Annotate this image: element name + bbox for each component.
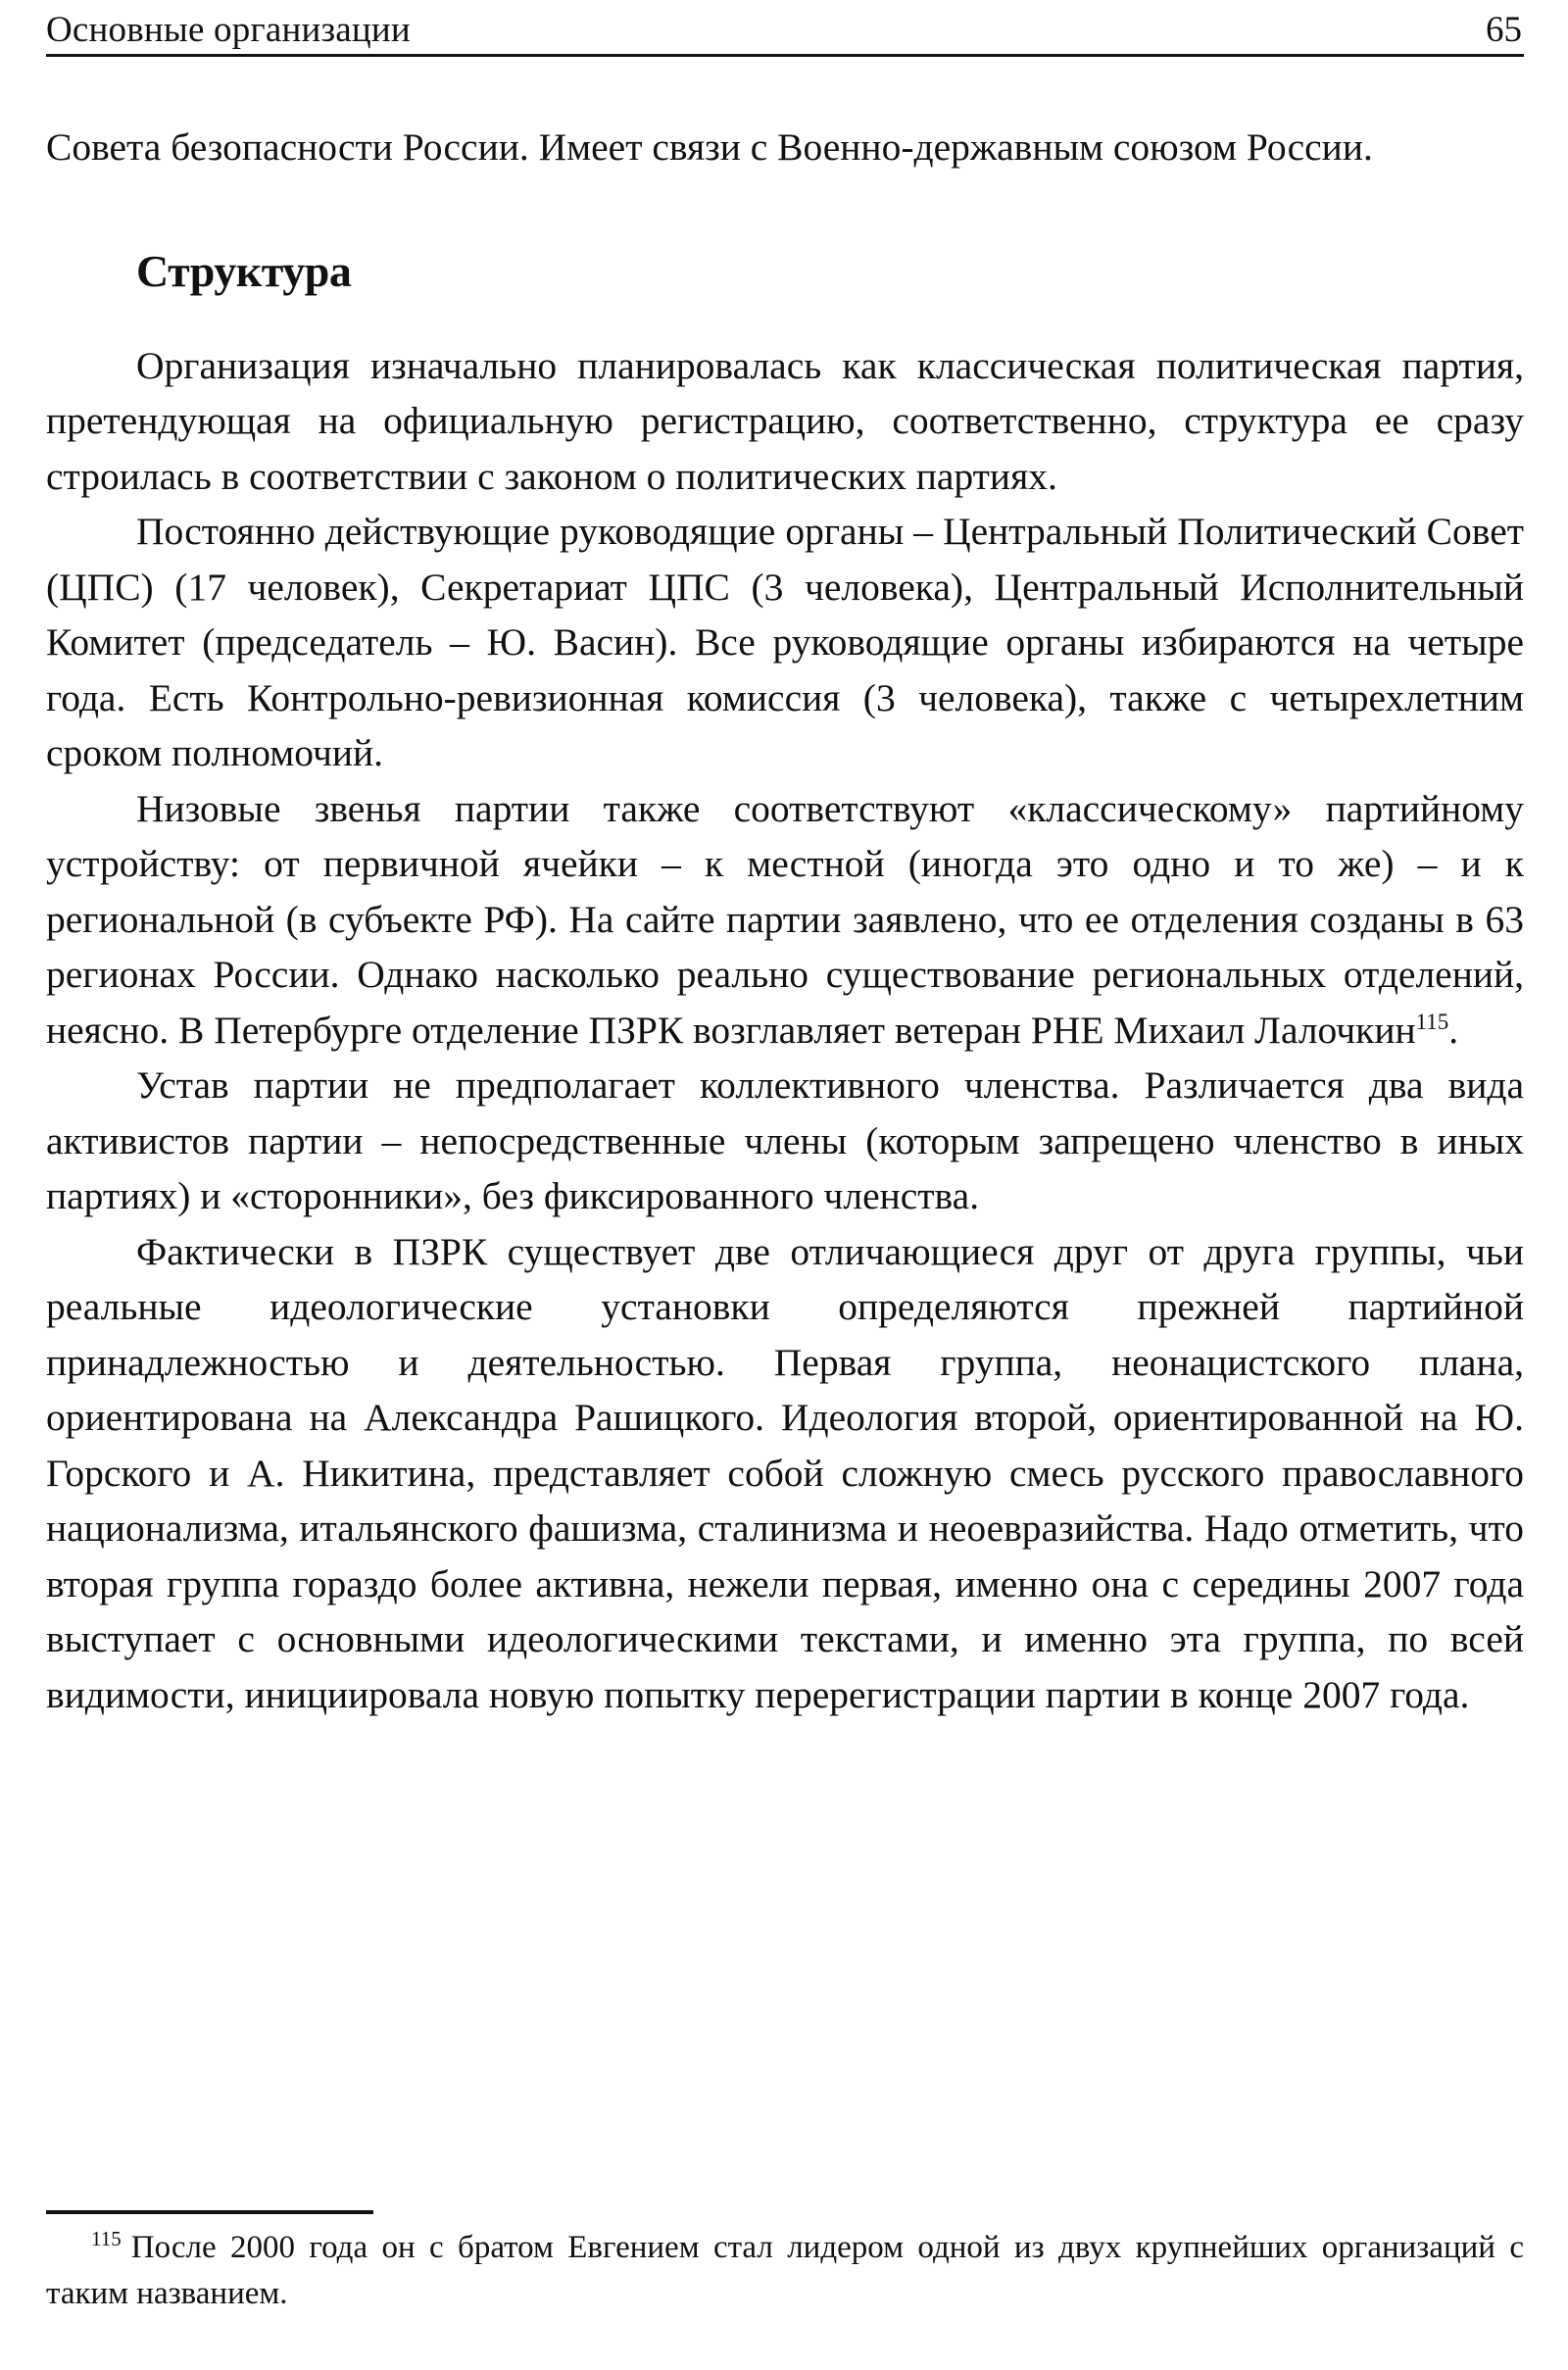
paragraph-planning: Организация изначально планировалась как классическая политическая партия, претендующая на официальную регистрацию, соответственно, структура ее сразу строилась в соответствии с законом о политических партиях. bbox=[46, 343, 1524, 498]
paragraph-local-branches-text: Низовые звенья партии также соответствуют «классическому» партийному устройству: от первичной ячейки – к местной (иногда это одно и то же) – и к региональной (в субъекте РФ). На сайте партии заявлено, что ее отделения созданы в 63 регионах России. Однако насколько реально существование региональных отделений, неясно. В Петербурге отделение ПЗРК возглавляет ветеран РНЕ Михаил Лалочкин bbox=[46, 786, 1524, 1052]
paragraph-groups: Фактически в ПЗРК существует две отличающиеся друг от друга группы, чьи реальные идеологические установки определяются прежней партийной принадлежностью и деятельностью. Первая группа, неонацистского плана, ориентирована на Александра Рашицкого. Идеология второй, ориентированной на Ю. Горского и А. Никитина, представляет собой сложную смесь русского православного национализма, итальянского фашизма, сталинизма и неоевразийства. Надо отметить, что вторая группа гораздо более активна, нежели первая, именно она с середины 2007 года выступает с основными идеологическими текстами, и именно эта группа, по всей видимости, инициировала новую попытку перерегистрации партии в конце 2007 года. bbox=[46, 1229, 1524, 1716]
page-number: 65 bbox=[1486, 10, 1522, 50]
continued-paragraph: Совета безопасности России. Имеет связи с Военно-державным союзом России. bbox=[46, 125, 1373, 169]
running-header-title: Основные организации bbox=[46, 10, 411, 50]
section-heading: Структура bbox=[136, 245, 352, 296]
main-text bbox=[46, 120, 1524, 1722]
paragraph-local-branches bbox=[46, 781, 1524, 1059]
footnote: 115 После 2000 года он с братом Евгением стал лидером одной из двух крупнейших организаций с таким названием. bbox=[46, 2227, 1524, 2311]
footnote-reference: 115 bbox=[1415, 1009, 1449, 1034]
paragraph-governing-bodies: Постоянно действующие руководящие органы – Центральный Политический Совет (ЦПС) (17 человек), Секретариат ЦПС (3 человека), Центральный Исполнительный Комитет (председатель – Ю. Васин). Все руководящие органы избираются на четыре года. Есть Контрольно-ревизионная комиссия (3 человека), также с четырехлетним сроком полномочий. bbox=[46, 510, 1524, 774]
footnote-text: После 2000 года он с братом Евгением стал лидером одной из двух крупнейших организаций с таким названием. bbox=[46, 2230, 1524, 2311]
paragraph-local-branches-tail: . bbox=[1448, 1008, 1459, 1052]
paragraph-membership: Устав партии не предполагает коллективного членства. Различается два вида активистов партии – непосредственные члены (которым запрещено членство в иных партиях) и «сторонники», без фиксированного членства. bbox=[46, 1063, 1524, 1217]
running-header bbox=[46, 8, 1524, 57]
footnote-separator bbox=[46, 2210, 373, 2214]
